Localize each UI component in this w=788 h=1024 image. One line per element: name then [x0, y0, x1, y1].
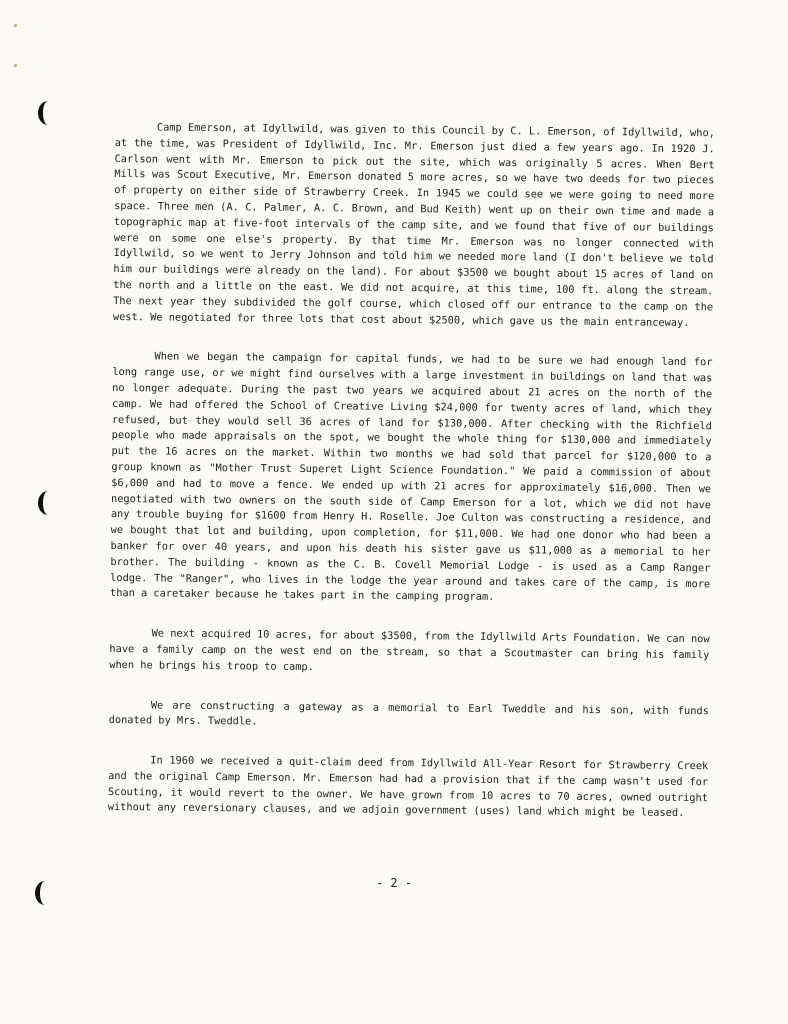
paragraph-arts-foundation: We next acquired 10 acres, for about $3500, from the Idyllwild Arts Foundation. We can now have a family camp on the west end on the stream, so that a Scoutmaster can bring his family when he brings his troop to camp. — [109, 627, 710, 673]
paragraph-camp-emerson: Camp Emerson, at Idyllwild, was given to this Council by C. L. Emerson, of Idyllwild, who, at the time, was President of Idyllwild, Inc. Mr. Emerson just died a few years ago. In 1920 J. Carlson went with Mr. Emerson to pick out the site, which was originally 5 acres. When Bert Mills was Scout Executive, Mr. Emerson donated 5 more acres, so we have two deeds for two pieces of property on either side of Strawberry Creek. In 1945 we could see we were going to need more space. Three men (A. C. Palmer, A. C. Brown, and Bud Keith) went up on their own time and made a topographic map at five-foot intervals of the camp site, and we found that five of our buildings were on some one else's property. By that time Mr. Emerson was no longer connected with Idyllwild, so we went to Jerry Johnson and told him we needed more land (I don't believe we told him our buildings were already on the land). For about $3500 we bought about 15 acres of land on the north and a little on the east. We did not acquire, at this time, 100 ft. along the stream. The next year they subdivided the golf course, which closed off our entrance to the camp on the west. We negotiated for three lots that cost about $2500, which gave us the main entranceway. — [112, 121, 715, 329]
paragraph-capital-funds: When we began the campaign for capital funds, we had to be sure we had enough land for long range use, or we might find ourselves with a large investment in buildings on land that was no longer adequate. During the past two years we acquired about 21 acres on the north of the camp. We had offered the School of Creative Living $24,000 for twenty acres of land, which they refused, but they would sell 36 acres of land for $130,000. After checking with the Richfield people who made appraisals on the spot, we bought the whole thing for $130,000 and immediately put the 16 acres on the market. Within two months we had sold that parcel for $120,000 to a group known as "Mother Trust Superet Light Science Foundation." We paid a commission of about $6,000 and had to move a fence. We ended up with 21 acres for approximately $16,000. Then we negotiated with two owners on the south side of Camp Emerson for a lot, which we did not have any trouble buying for $1600 from Henry H. Roselle. Joe Culton was constructing a residence, and we bought that lot and building, upon completion, for $11,000. We had one donor who had been a banker for over 40 years, and upon his death his sister gave us $11,000 as a memorial to her brother. The building - known as the C. B. Covell Memorial Lodge - is used as a Camp Ranger lodge. The "Ranger", who lives in the lodge the year around and takes care of the camp, is more than a caretaker because he takes part in the camping program. — [109, 350, 713, 604]
paper-stain — [14, 64, 17, 67]
page-number: - 2 - — [375, 876, 413, 890]
paragraph-quit-claim: In 1960 we received a quit-claim deed from Idyllwild All-Year Resort for Strawberry Creek and the original Camp Emerson. Mr. Emerson had had a provision that if the camp wasn't used for Scouting, it would revert to the owner. We have grown from 10 acres to 70 acres, owned outright without any reversionary clauses, and we adjoin government (uses) land which might be leased. — [107, 754, 709, 820]
binder-hole-mark — [38, 491, 58, 515]
paper-stain — [14, 24, 17, 27]
binder-hole-mark — [38, 101, 58, 125]
paragraph-gateway: We are constructing a gateway as a memorial to Earl Tweddle and his son, with funds donated by Mrs. Tweddle. — [108, 698, 709, 728]
typed-text-body — [107, 120, 715, 847]
